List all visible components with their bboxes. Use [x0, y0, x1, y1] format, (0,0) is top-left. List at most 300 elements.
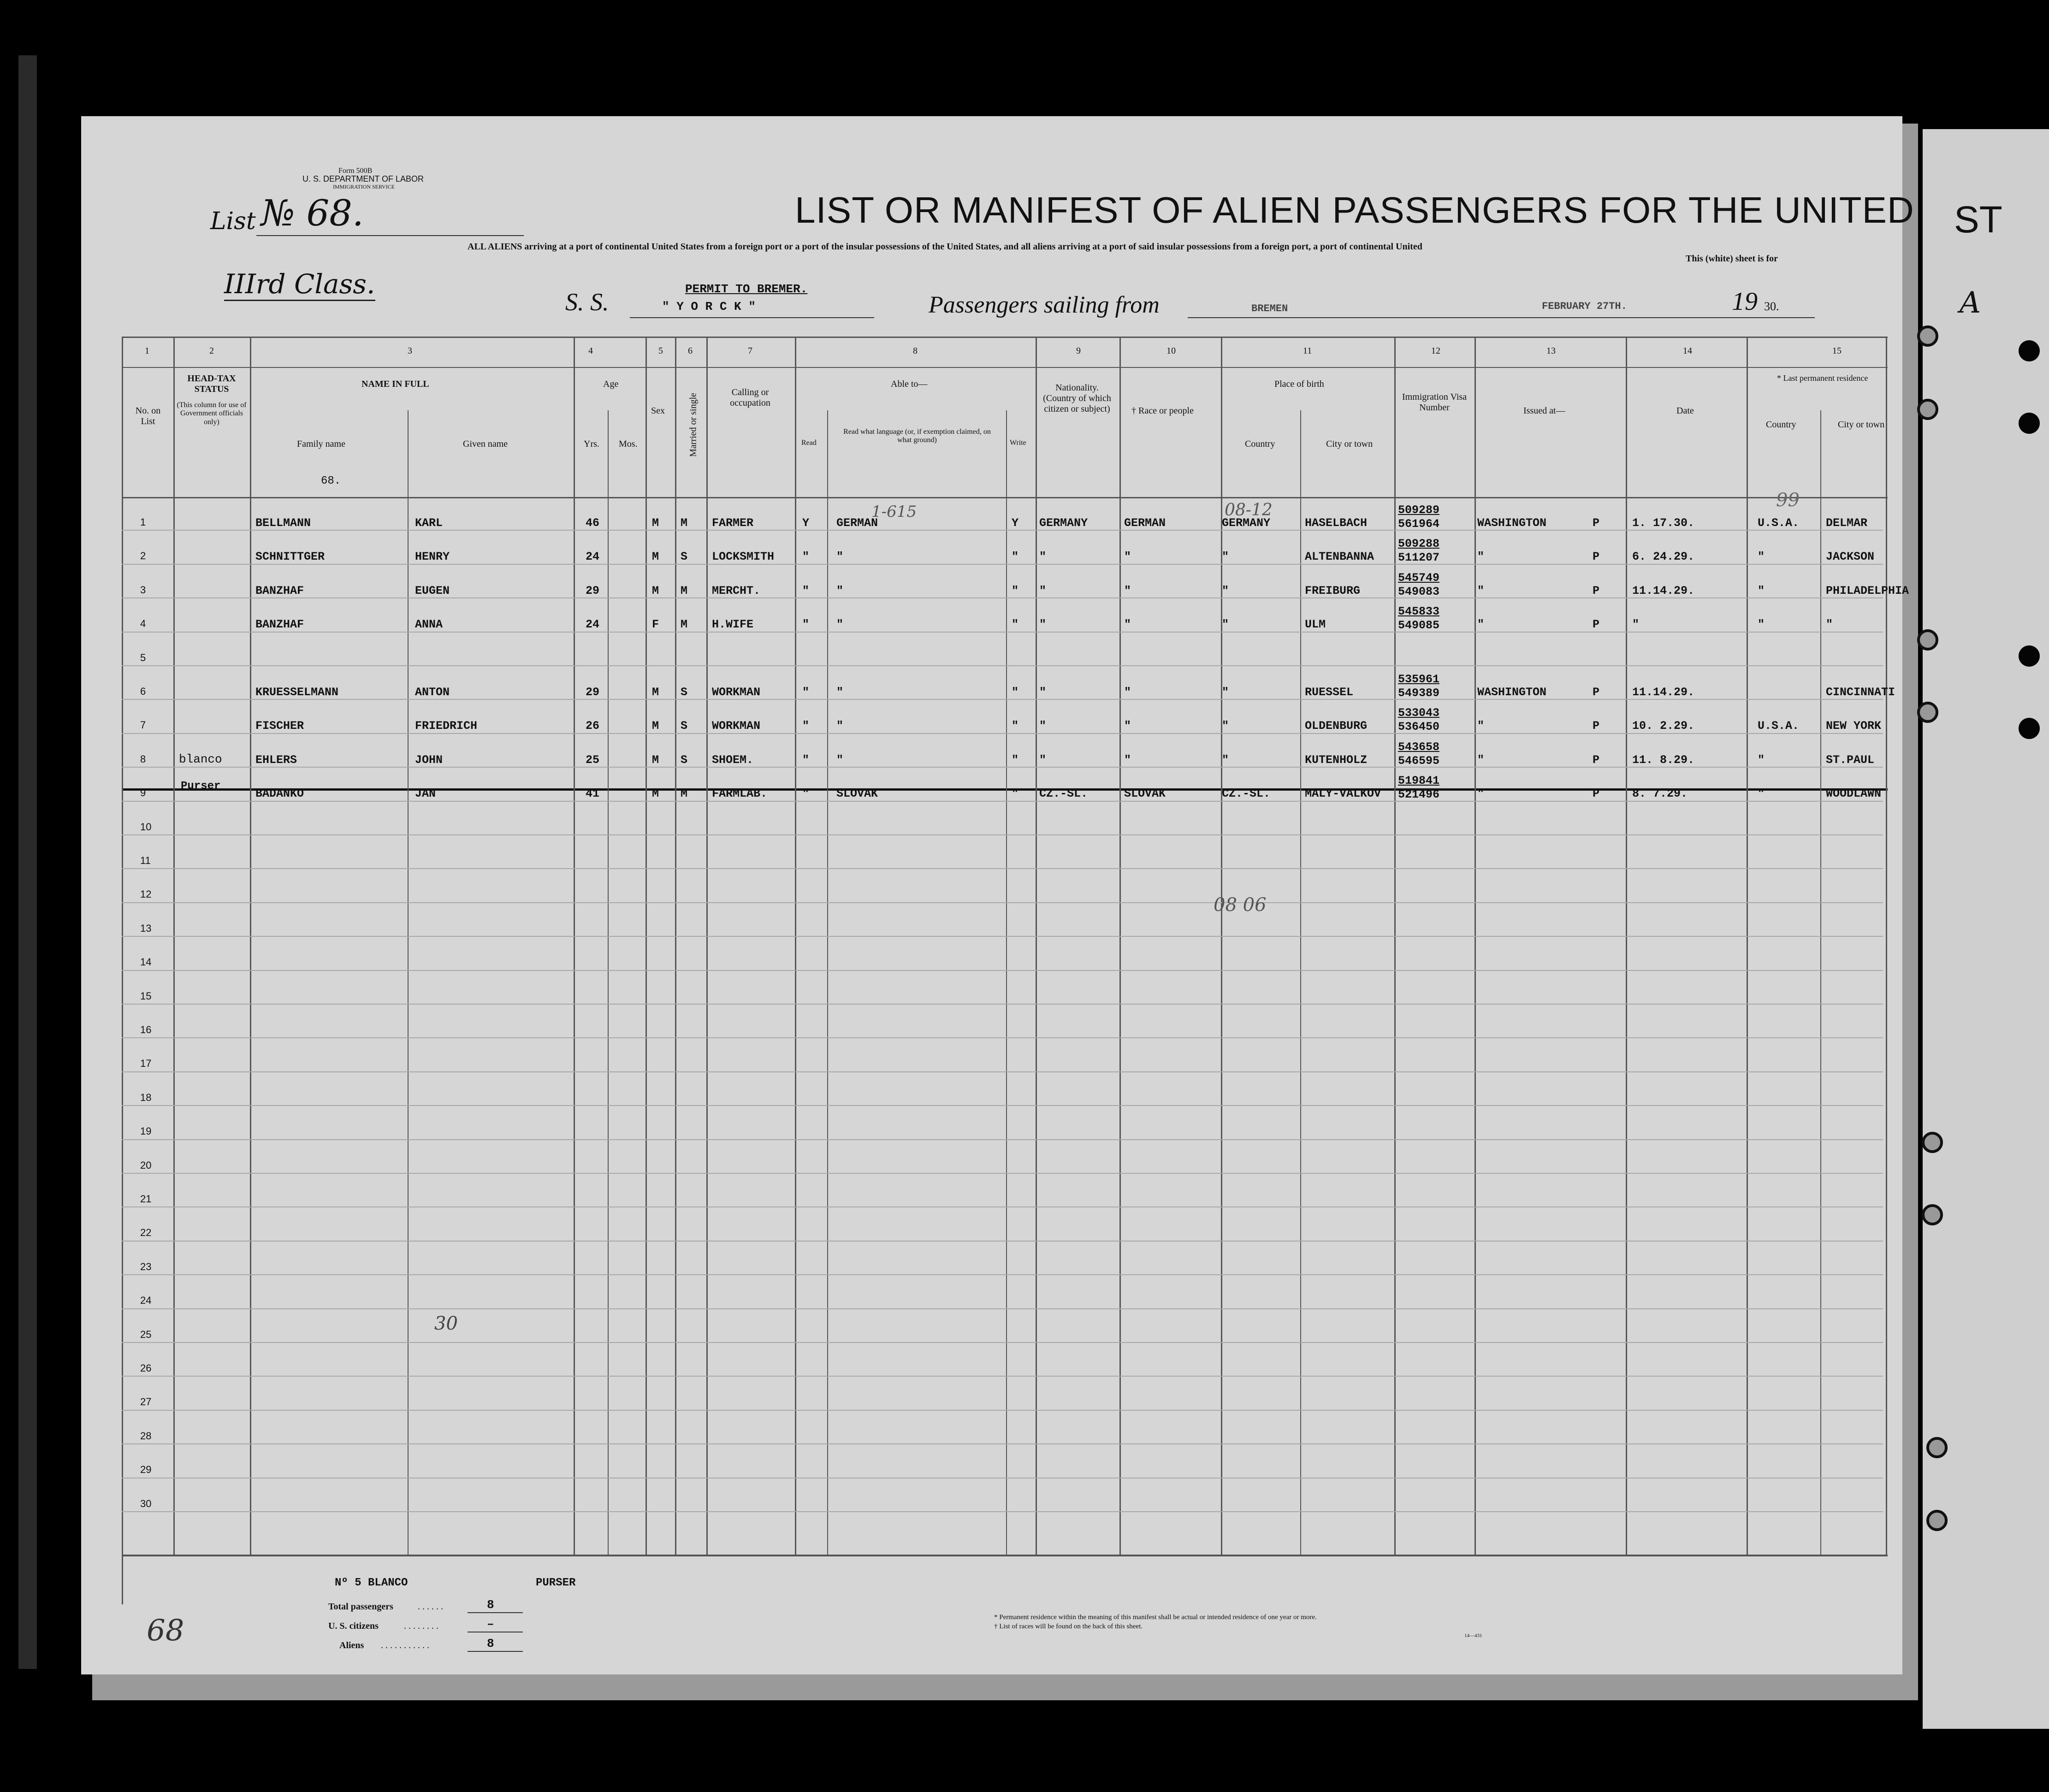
- dot-leader: . . . . . . . . . . .: [381, 1640, 429, 1650]
- cell-write: ": [1012, 584, 1019, 597]
- header-date: Date: [1676, 406, 1694, 416]
- cell-nat: ": [1039, 719, 1047, 733]
- punch-hole: [1922, 1132, 1943, 1153]
- table-row: [122, 1242, 1888, 1275]
- footer-purser: PURSER: [536, 1577, 576, 1589]
- list-label: List: [210, 207, 256, 235]
- cell-given: ANTON: [415, 686, 450, 699]
- row-number: 24: [140, 1295, 152, 1307]
- row-number: 21: [140, 1193, 152, 1205]
- header-nationality: Nationality. (Country of which citizen or subject): [1043, 383, 1111, 414]
- cell-issued: WASHINGTON: [1477, 516, 1547, 530]
- cell-age: 46: [586, 516, 600, 530]
- cell-occ: WORKMAN: [712, 719, 761, 733]
- cell-family: BANZHAF: [255, 618, 304, 632]
- cell-lang: ": [836, 753, 844, 767]
- cell-sex: M: [652, 516, 659, 530]
- port-underline: [1188, 317, 1575, 318]
- table-row: [122, 1207, 1888, 1241]
- cell-write: ": [1012, 753, 1019, 767]
- cell-nat: ": [1039, 550, 1047, 564]
- row-number: 5: [140, 651, 146, 663]
- list-marker: 68.: [321, 475, 341, 487]
- cell-age: 29: [586, 584, 600, 597]
- row-number: 1: [140, 516, 146, 528]
- cell-sex: M: [652, 787, 659, 801]
- us-citizens-value: –: [487, 1617, 494, 1631]
- cell-lang: ": [836, 584, 844, 597]
- cell-race: ": [1124, 584, 1131, 597]
- white-sheet-note: This (white) sheet is for: [1686, 254, 1778, 264]
- cell-city: FREIBURG: [1305, 584, 1361, 597]
- header-head-tax: HEAD-TAX STATUS: [187, 373, 236, 394]
- cell-nat: CZ.-SL.: [1039, 787, 1088, 801]
- header-issued-at: Issued at—: [1523, 406, 1565, 416]
- footnote-residence: * Permanent residence within the meaning of this manifest shall be actual or intended residence of one year or more.: [994, 1614, 1317, 1621]
- cell-rcountry: ": [1758, 753, 1765, 767]
- ship-name: " Y O R C K ": [662, 300, 756, 313]
- table-row: [122, 734, 1888, 768]
- department: U. S. DEPARTMENT OF LABOR: [302, 174, 424, 183]
- form-number: Form 500B: [338, 167, 373, 175]
- table-row: [122, 1140, 1888, 1174]
- header-given-name: Given name: [463, 439, 508, 449]
- cell-nat: ": [1039, 618, 1047, 632]
- cell-ms: M: [681, 584, 688, 597]
- cell-rcity: ST.PAUL: [1826, 753, 1875, 767]
- cell-date: 10. 2.29.: [1632, 719, 1695, 733]
- punch-hole: [1917, 399, 1938, 420]
- cell-issued: WASHINGTON: [1477, 686, 1547, 699]
- cell-date: 11.14.29.: [1632, 584, 1695, 597]
- table-row: [122, 1444, 1888, 1478]
- row-number: 26: [140, 1362, 152, 1374]
- cell-rcountry: ": [1758, 787, 1765, 801]
- cell-race: ": [1124, 719, 1131, 733]
- cell-p: P: [1593, 787, 1600, 801]
- cell-date: 11.14.29.: [1632, 686, 1695, 699]
- row-number: 25: [140, 1328, 152, 1340]
- annotation-blanco: blanco: [179, 752, 222, 766]
- header-place-of-birth: Place of birth: [1274, 379, 1324, 389]
- cell-p: P: [1593, 719, 1600, 733]
- cell-family: BANZHAF: [255, 584, 304, 597]
- cell-sex: M: [652, 550, 659, 564]
- adjacent-sheet: [1923, 129, 2049, 1729]
- row-number: 20: [140, 1159, 152, 1171]
- cell-date: ": [1632, 618, 1640, 632]
- manifest-table: [122, 337, 1909, 1604]
- row-number: 8: [140, 753, 146, 765]
- cell-date: 1. 17.30.: [1632, 516, 1695, 530]
- header-country: Country: [1245, 439, 1275, 449]
- adjacent-sheet-letter: A: [1960, 286, 1981, 320]
- annotation-col11: 08-12: [1225, 501, 1273, 520]
- cell-rcity: NEW YORK: [1826, 719, 1882, 733]
- cell-race: SLOVAK: [1124, 787, 1166, 801]
- row-number: 29: [140, 1464, 152, 1476]
- header-head-tax-note: (This column for use of Government officials only): [177, 401, 247, 426]
- cell-country: ": [1222, 618, 1229, 632]
- cell-age: 25: [586, 753, 600, 767]
- cell-visa: 545833: [1398, 605, 1440, 619]
- row-number: 28: [140, 1430, 152, 1442]
- table-row: [122, 1343, 1888, 1377]
- cell-rcountry: ": [1758, 550, 1765, 564]
- list-number: № 68.: [261, 193, 364, 234]
- table-row: [122, 531, 1888, 564]
- cell-country: CZ.-SL.: [1222, 787, 1271, 801]
- cell-given: JAN: [415, 787, 436, 801]
- cell-read: ": [802, 719, 810, 733]
- table-row: [122, 1377, 1888, 1410]
- header-res-country: Country: [1766, 420, 1796, 430]
- punch-hole: [2019, 645, 2040, 667]
- cell-issued: ": [1477, 787, 1485, 801]
- footnote-races: † List of races will be found on the back of this sheet.: [994, 1623, 1143, 1630]
- cell-occ: WORKMAN: [712, 686, 761, 699]
- cell-visa-second: 536450: [1398, 720, 1440, 734]
- header-language: Read what language (or, if exemption claimed, on what ground): [843, 428, 991, 444]
- row-number: 9: [140, 787, 146, 799]
- cell-nat: GERMANY: [1039, 516, 1088, 530]
- row-number: 16: [140, 1024, 152, 1035]
- service: IMMIGRATION SERVICE: [333, 183, 395, 190]
- cell-rcountry: U.S.A.: [1758, 719, 1800, 733]
- table-row: [122, 700, 1888, 733]
- row-number: 19: [140, 1125, 152, 1137]
- cell-age: 26: [586, 719, 600, 733]
- cell-race: ": [1124, 550, 1131, 564]
- punch-hole: [1922, 1204, 1943, 1225]
- header-no-on-list: No. on List: [135, 406, 161, 426]
- cell-date: 6. 24.29.: [1632, 550, 1695, 564]
- cell-country: GERMANY: [1222, 516, 1271, 530]
- print-code: 14—431: [1464, 1633, 1482, 1638]
- cell-read: ": [802, 787, 810, 801]
- margin-number: 68: [147, 1614, 184, 1648]
- cell-p: P: [1593, 584, 1600, 597]
- annotation-row9: 08 06: [1214, 894, 1267, 916]
- cell-lang: ": [836, 686, 844, 699]
- cell-sex: M: [652, 584, 659, 597]
- col-number: 3: [408, 346, 412, 356]
- passenger-rows: [122, 497, 1909, 1555]
- cell-write: Y: [1012, 516, 1019, 530]
- sailing-year-suffix: 30.: [1764, 300, 1779, 313]
- col-number: 15: [1832, 346, 1842, 356]
- header-visa: Immigration Visa Number: [1402, 392, 1467, 413]
- row-number: 11: [140, 855, 151, 866]
- row-number: 3: [140, 584, 146, 596]
- cell-visa-second: 546595: [1398, 754, 1440, 768]
- header-read: Read: [801, 439, 817, 447]
- cell-given: JOHN: [415, 753, 443, 767]
- cell-country: ": [1222, 686, 1229, 699]
- cell-ms: S: [681, 686, 688, 699]
- cell-city: ALTENBANNA: [1305, 550, 1374, 564]
- row-number: 22: [140, 1227, 152, 1239]
- row-number: 30: [140, 1497, 152, 1509]
- cell-family: EHLERS: [255, 753, 297, 767]
- col-number: 11: [1303, 346, 1312, 356]
- cell-write: ": [1012, 618, 1019, 632]
- cell-rcity: WOODLAWN: [1826, 787, 1882, 801]
- cell-lang: ": [836, 550, 844, 564]
- cell-rcity: PHILADELPHIA: [1826, 584, 1909, 597]
- cell-race: ": [1124, 753, 1131, 767]
- us-citizens-label: U. S. citizens: [328, 1621, 379, 1631]
- header-race: † Race or people: [1131, 406, 1194, 416]
- cell-nat: ": [1039, 753, 1047, 767]
- cell-ms: S: [681, 550, 688, 564]
- cell-write: ": [1012, 550, 1019, 564]
- cell-country: ": [1222, 753, 1229, 767]
- cell-sex: M: [652, 753, 659, 767]
- row-number: 2: [140, 550, 146, 562]
- row-number: 18: [140, 1091, 152, 1103]
- cell-ms: M: [681, 516, 688, 530]
- film-edge-left: [18, 55, 37, 1669]
- cell-visa-second: 561964: [1398, 517, 1440, 531]
- row-number: 10: [140, 821, 152, 833]
- manifest-subtitle: ALL ALIENS arriving at a port of continental United States from a foreign port or a port of the insular possessions of the United States, and all aliens arriving at a port of said insular possessions from a foreign port, a port of continental United: [468, 242, 1422, 252]
- header-calling: Calling or occupation: [730, 387, 770, 408]
- cell-visa: 509289: [1398, 503, 1440, 517]
- departure-port: BREMEN: [1251, 303, 1288, 314]
- punch-hole: [2019, 413, 2040, 434]
- cell-issued: ": [1477, 719, 1485, 733]
- cell-p: P: [1593, 550, 1600, 564]
- table-row: [122, 1106, 1888, 1140]
- cell-given: HENRY: [415, 550, 450, 564]
- cell-lang: ": [836, 719, 844, 733]
- table-row: [122, 1072, 1888, 1106]
- cell-age: 24: [586, 618, 600, 632]
- table-row: [122, 768, 1888, 801]
- annotation-30: 30: [434, 1313, 458, 1334]
- cell-given: EUGEN: [415, 584, 450, 597]
- cell-read: ": [802, 550, 810, 564]
- header-last-residence: * Last permanent residence: [1777, 373, 1868, 383]
- cell-write: ": [1012, 787, 1019, 801]
- header-able-to: Able to—: [891, 379, 928, 389]
- cell-read: Y: [802, 516, 810, 530]
- cell-country: ": [1222, 719, 1229, 733]
- cell-occ: MERCHT.: [712, 584, 761, 597]
- cell-visa: 519841: [1398, 774, 1440, 788]
- aliens-label: Aliens: [339, 1640, 364, 1650]
- col-number: 8: [913, 346, 918, 356]
- cell-issued: ": [1477, 753, 1485, 767]
- cell-visa-second: 549083: [1398, 585, 1440, 598]
- permit-note: PERMIT TO BREMER.: [685, 282, 808, 296]
- cell-p: P: [1593, 686, 1600, 699]
- sailing-year: 19: [1732, 287, 1758, 316]
- cell-age: 29: [586, 686, 600, 699]
- col-number: 1: [145, 346, 149, 356]
- col-number: 6: [688, 346, 693, 356]
- total-passengers-value: 8: [487, 1598, 494, 1612]
- header-age: Age: [603, 379, 619, 389]
- cell-ms: M: [681, 618, 688, 632]
- cell-lang: ": [836, 618, 844, 632]
- cell-given: KARL: [415, 516, 443, 530]
- row-number: 15: [140, 990, 152, 1002]
- sailing-date: FEBRUARY 27TH.: [1542, 301, 1627, 312]
- table-row: [122, 565, 1909, 598]
- cell-rcountry: ": [1758, 618, 1765, 632]
- dot-leader: . . . . . . . .: [404, 1621, 438, 1631]
- cell-sex: M: [652, 686, 659, 699]
- cell-visa-second: 549085: [1398, 619, 1440, 633]
- cell-given: FRIEDRICH: [415, 719, 478, 733]
- cell-visa: 543658: [1398, 740, 1440, 754]
- cell-city: OLDENBURG: [1305, 719, 1368, 733]
- row-number: 17: [140, 1058, 152, 1070]
- header-name-in-full: NAME IN FULL: [361, 379, 429, 389]
- row-number: 23: [140, 1260, 152, 1272]
- cell-read: ": [802, 753, 810, 767]
- table-row: [122, 1411, 1888, 1444]
- col-number: 5: [658, 346, 663, 356]
- table-row: [122, 1275, 1888, 1309]
- cell-city: HASELBACH: [1305, 516, 1368, 530]
- cell-rcity: JACKSON: [1826, 550, 1875, 564]
- dot-leader: . . . . . .: [418, 1602, 443, 1612]
- table-row: [122, 1479, 1888, 1512]
- row-number: 12: [140, 888, 152, 900]
- cell-write: ": [1012, 719, 1019, 733]
- header-sex: Sex: [651, 406, 665, 416]
- header-city: City or town: [1326, 439, 1373, 449]
- cell-issued: ": [1477, 584, 1485, 597]
- cell-rcity: CINCINNATI: [1826, 686, 1895, 699]
- cell-family: KRUESSELMANN: [255, 686, 339, 699]
- cell-city: KUTENHOLZ: [1305, 753, 1368, 767]
- sailing-label: Passengers sailing from: [929, 292, 1160, 318]
- cell-occ: H.WIFE: [712, 618, 754, 632]
- table-row: [122, 835, 1888, 869]
- cell-p: P: [1593, 753, 1600, 767]
- cell-visa: 533043: [1398, 706, 1440, 720]
- header-family-name: Family name: [297, 439, 345, 449]
- annotation-purser: Purser: [181, 780, 221, 793]
- total-passengers-label: Total passengers: [328, 1602, 393, 1612]
- cell-nat: ": [1039, 686, 1047, 699]
- cell-occ: FARMLAB.: [712, 787, 768, 801]
- col-number: 7: [748, 346, 752, 356]
- table-row: [122, 1038, 1888, 1072]
- cell-race: ": [1124, 618, 1131, 632]
- header-married: Married or single: [688, 393, 699, 457]
- row-number: 4: [140, 618, 146, 630]
- annotation-row1-date: 1-615: [871, 503, 917, 521]
- cell-lang: SLOVAK: [836, 787, 878, 801]
- row-number: 6: [140, 686, 146, 697]
- cell-visa-second: 549389: [1398, 686, 1440, 700]
- row-number: 7: [140, 719, 146, 731]
- cell-sex: F: [652, 618, 659, 632]
- manifest-sheet: [81, 116, 1914, 1674]
- table-row: [122, 971, 1888, 1005]
- cell-race: GERMAN: [1124, 516, 1166, 530]
- header-yrs: Yrs.: [584, 439, 599, 449]
- cell-visa: 535961: [1398, 673, 1440, 686]
- cell-city: MALY-VALKOV: [1305, 787, 1381, 801]
- cell-date: 8. 7.29.: [1632, 787, 1688, 801]
- cell-visa: 545749: [1398, 571, 1440, 585]
- punch-hole: [1926, 1437, 1948, 1458]
- cell-city: ULM: [1305, 618, 1326, 632]
- col-number: 10: [1167, 346, 1176, 356]
- table-row: [122, 937, 1888, 970]
- punch-hole: [2019, 340, 2040, 361]
- header-write: Write: [1010, 439, 1026, 447]
- class-label: IIIrd Class.: [224, 268, 375, 301]
- cell-read: ": [802, 584, 810, 597]
- col-number: 4: [588, 346, 593, 356]
- cell-issued: ": [1477, 618, 1485, 632]
- table-row: [122, 869, 1888, 903]
- cell-visa-second: 511207: [1398, 551, 1440, 565]
- ss-label: S. S.: [565, 288, 609, 316]
- col-number: 12: [1431, 346, 1440, 356]
- cell-ms: S: [681, 753, 688, 767]
- col-number: 2: [209, 346, 214, 356]
- col-number: 14: [1683, 346, 1692, 356]
- table-row: [122, 1174, 1888, 1207]
- cell-occ: FARMER: [712, 516, 754, 530]
- row-number: 13: [140, 922, 152, 934]
- cell-ms: M: [681, 787, 688, 801]
- annotation-col15: 99: [1776, 490, 1800, 511]
- cell-rcity: ": [1826, 618, 1833, 632]
- cell-lang: GERMAN: [836, 516, 878, 530]
- cell-race: ": [1124, 686, 1131, 699]
- col-number: 9: [1076, 346, 1081, 356]
- cell-family: SCHNITTGER: [255, 550, 325, 564]
- table-row: [122, 633, 1888, 666]
- cell-read: ": [802, 618, 810, 632]
- cell-occ: SHOEM.: [712, 753, 754, 767]
- punch-hole: [1917, 629, 1938, 651]
- cell-family: FISCHER: [255, 719, 304, 733]
- ship-underline: [630, 317, 874, 318]
- cell-sex: M: [652, 719, 659, 733]
- table-row: [122, 802, 1888, 835]
- cell-rcity: DELMAR: [1826, 516, 1868, 530]
- cell-occ: LOCKSMITH: [712, 550, 775, 564]
- row-number: 27: [140, 1396, 152, 1408]
- aliens-value: 8: [487, 1637, 494, 1650]
- cell-country: ": [1222, 550, 1229, 564]
- punch-hole: [2019, 718, 2040, 739]
- cell-visa-second: 521496: [1398, 788, 1440, 802]
- cell-given: ANNA: [415, 618, 443, 632]
- adjacent-sheet-heading: ST: [1954, 199, 2002, 241]
- table-row: [122, 666, 1895, 700]
- header-mos: Mos.: [619, 439, 638, 449]
- table-row: [122, 598, 1888, 632]
- cell-age: 41: [586, 787, 600, 801]
- cell-write: ": [1012, 686, 1019, 699]
- row-number: 14: [140, 956, 152, 968]
- list-underline: [256, 235, 524, 236]
- cell-ms: S: [681, 719, 688, 733]
- date-underline: [1538, 317, 1815, 318]
- cell-nat: ": [1039, 584, 1047, 597]
